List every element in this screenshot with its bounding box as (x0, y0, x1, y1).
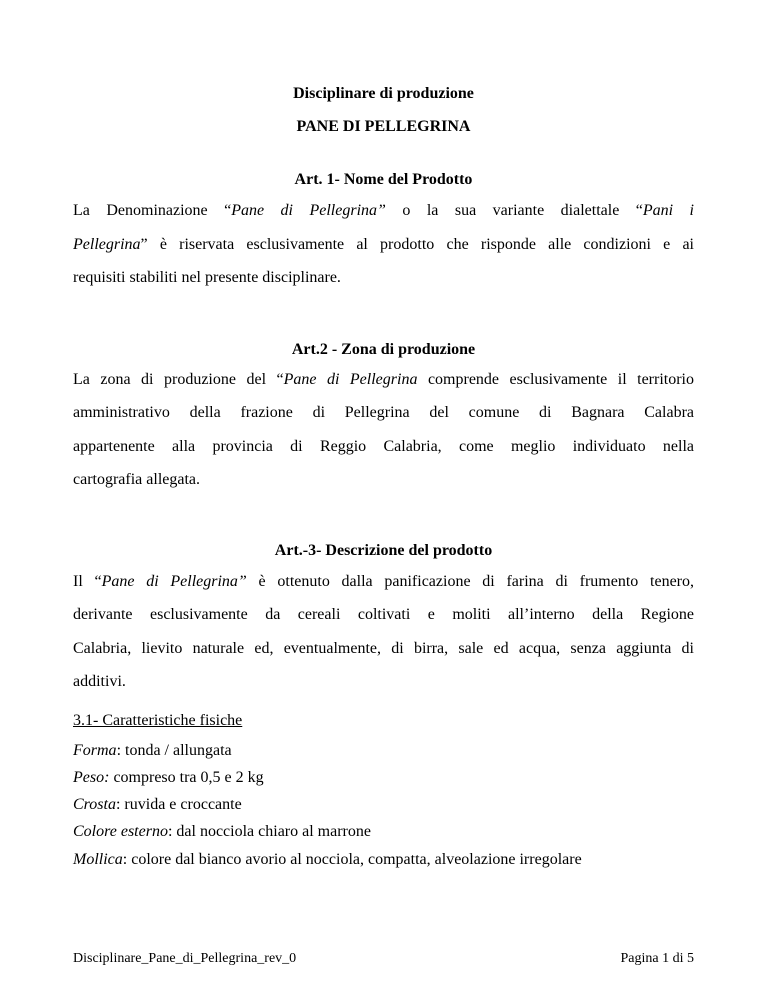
document-subtitle: PANE DI PELLEGRINA (296, 118, 471, 135)
item-label: Forma (73, 742, 117, 759)
text-run: o la sua variante dialettale “ (385, 202, 643, 219)
art3-line-3: Calabria, lievito naturale ed, eventualmente, di birra, sale ed acqua, senza aggiunta di (73, 640, 694, 657)
item-label: Crosta (73, 796, 116, 813)
item-value: : ruvida e croccante (115, 796, 242, 813)
text-run-italic: Pane di Pellegrina (283, 371, 418, 388)
art3-heading: Art.-3- Descrizione del prodotto (274, 542, 493, 559)
text-run: è ottenuto dalla panificazione di farina di frumento tenero, (246, 573, 694, 590)
text-run: comprende esclusivamente il territorio (417, 371, 694, 388)
art1-line-1 (73, 201, 694, 221)
sec31-item-forma (73, 741, 694, 761)
item-value: compreso tra 0,5 e 2 kg (109, 769, 264, 786)
item-value: : dal nocciola chiaro al marrone (167, 823, 371, 840)
art2-line-3: appartenente alla provincia di Reggio Calabria, come meglio individuato nella (73, 438, 694, 455)
art1-line-3: requisiti stabiliti nel presente disciplinare. (73, 269, 341, 286)
sec31-heading: 3.1- Caratteristiche fisiche (73, 712, 243, 729)
footer-page-number: Pagina 1 di 5 (620, 951, 694, 966)
text-run: Il “ (73, 573, 102, 590)
item-label: Mollica (73, 851, 123, 868)
text-run-italic: Pani i (642, 202, 694, 219)
text-run-italic: Pane di Pellegrina” (101, 573, 247, 590)
text-run-italic: Pellegrina (73, 236, 141, 253)
footer-filename: Disciplinare_Pane_di_Pellegrina_rev_0 (73, 951, 297, 966)
text-run-italic: Pane di Pellegrina” (231, 202, 386, 219)
art2-line-2: amministrativo della frazione di Pellegrina del comune di Bagnara Calabra (73, 404, 694, 421)
item-value: : colore dal bianco avorio al nocciola, compatta, alveolazione irregolare (122, 851, 582, 868)
art2-line-1 (73, 370, 694, 390)
art3-line-2: derivante esclusivamente da cereali coltivati e moliti all’interno della Regione (73, 606, 694, 623)
art2-line-4: cartografia allegata. (73, 471, 201, 488)
item-label: Colore esterno (73, 823, 168, 840)
sec31-item-mollica (73, 850, 694, 870)
text-run: ” è riservata esclusivamente al prodotto che risponde alle condizioni e ai (140, 236, 694, 253)
art3-line-1 (73, 572, 694, 592)
art1-line-2 (73, 235, 694, 255)
art3-line-4: additivi. (73, 673, 126, 690)
item-value: : tonda / allungata (116, 742, 232, 759)
sec31-item-colore (73, 822, 694, 842)
text-run: La Denominazione “ (73, 202, 232, 219)
art1-heading: Art. 1- Nome del Prodotto (294, 171, 473, 188)
sec31-item-crosta (73, 795, 694, 815)
document-title: Disciplinare di produzione (293, 85, 474, 102)
text-run: La zona di produzione del “ (73, 371, 284, 388)
sec31-item-peso (73, 768, 694, 788)
item-label: Peso: (73, 769, 110, 786)
art2-heading: Art.2 - Zona di produzione (291, 341, 476, 358)
